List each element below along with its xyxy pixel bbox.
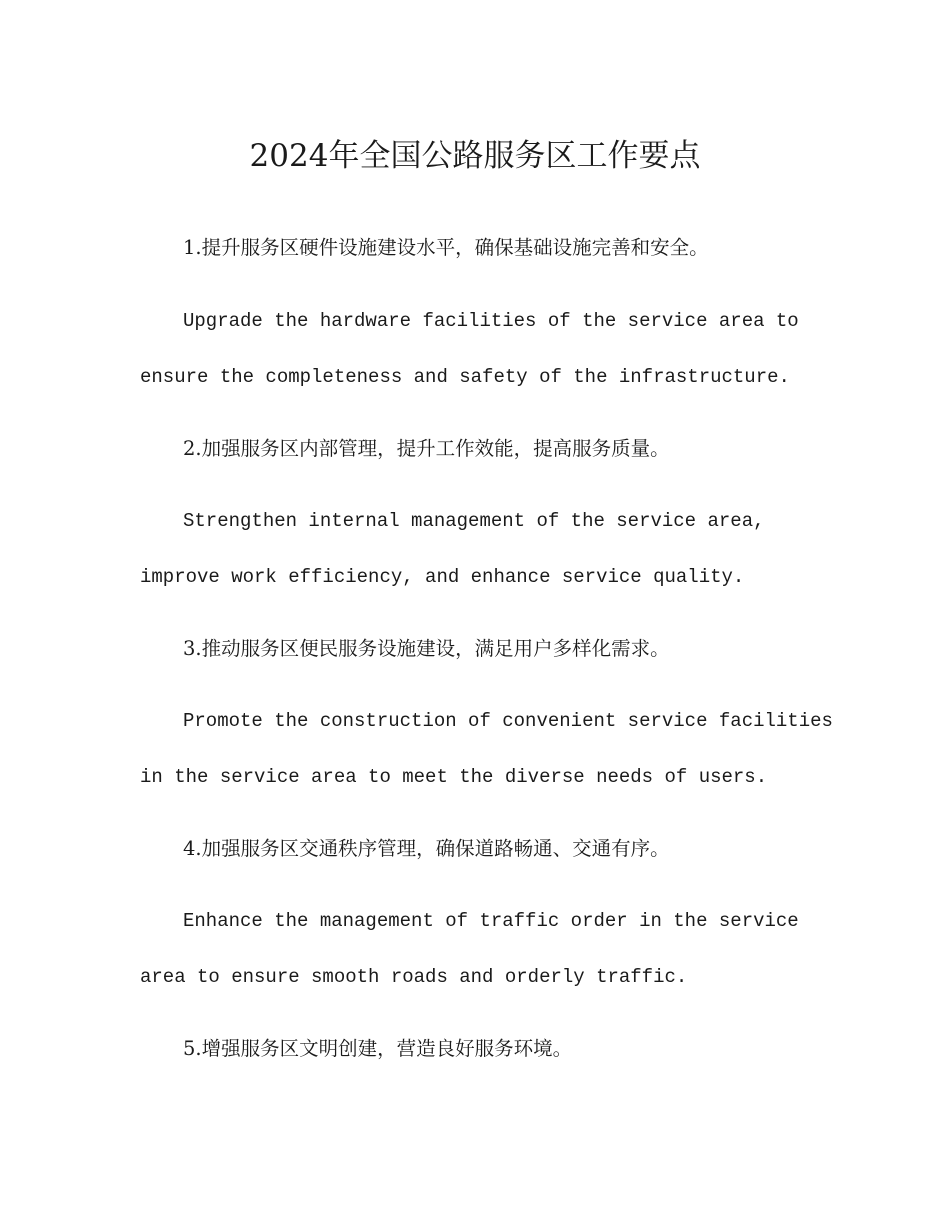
item-2-english-line-2: improve work efficiency, and enhance service quality. — [140, 566, 745, 588]
item-1-english-line-2: ensure the completeness and safety of the infrastructure. — [140, 366, 790, 388]
item-3-english-line-1: Promote the construction of convenient service facilities — [183, 710, 833, 732]
item-4-english-line-1: Enhance the management of traffic order in the service — [183, 910, 799, 932]
item-4-chinese: 4.加强服务区交通秩序管理，确保道路畅通、交通有序。 — [183, 837, 670, 860]
item-3-chinese: 3.推动服务区便民服务设施建设，满足用户多样化需求。 — [183, 637, 670, 660]
item-2-english-line-1: Strengthen internal management of the service area, — [183, 510, 765, 532]
item-3-english-line-2: in the service area to meet the diverse needs of users. — [140, 766, 768, 788]
document-title: 2024年全国公路服务区工作要点 — [249, 138, 701, 174]
item-4-english-line-2: area to ensure smooth roads and orderly traffic. — [140, 966, 688, 988]
item-1-chinese: 1.提升服务区硬件设施建设水平，确保基础设施完善和安全。 — [183, 236, 709, 259]
item-2-chinese: 2.加强服务区内部管理，提升工作效能，提高服务质量。 — [183, 437, 670, 460]
item-1-english-line-1: Upgrade the hardware facilities of the service area to — [183, 310, 799, 332]
item-5-chinese: 5.增强服务区文明创建，营造良好服务环境。 — [183, 1037, 573, 1060]
